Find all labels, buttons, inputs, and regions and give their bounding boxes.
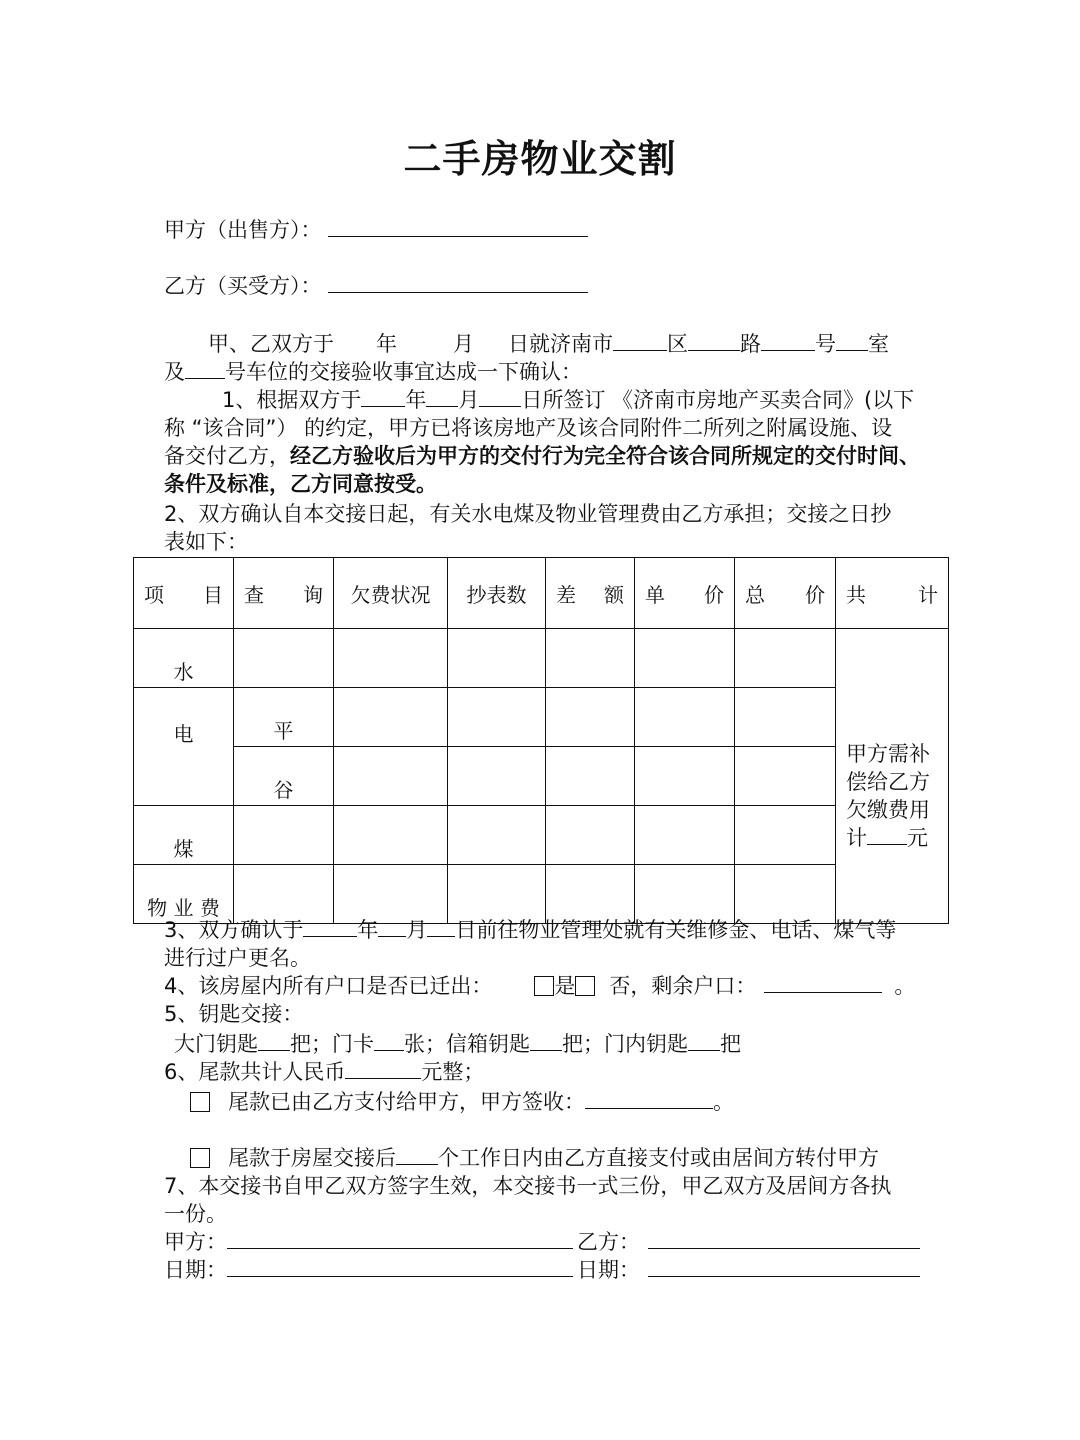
- number-blank[interactable]: [761, 330, 815, 351]
- district-blank[interactable]: [613, 330, 667, 351]
- intro-line-2: 及 号车位的交接验收事宜达成一下确认：: [164, 360, 582, 384]
- table-cell[interactable]: [635, 806, 735, 865]
- table-cell[interactable]: [546, 747, 635, 806]
- table-cell[interactable]: [334, 629, 448, 688]
- table-cell[interactable]: [334, 688, 448, 747]
- table-cell[interactable]: [635, 688, 735, 747]
- road-blank[interactable]: [688, 330, 740, 351]
- table-cell[interactable]: [448, 629, 546, 688]
- item2-line-2: 表如下：: [164, 530, 248, 554]
- table-cell[interactable]: [234, 806, 334, 865]
- table-cell[interactable]: [735, 747, 836, 806]
- item4-line: 4、该房屋内所有户口是否已迁出： 是 否，剩余户口： 。: [164, 974, 916, 998]
- gate-key-count-blank[interactable]: [258, 1030, 290, 1051]
- item1-line-4: 条件及标准，乙方同意按受。: [164, 472, 437, 496]
- table-row-water: [134, 629, 949, 688]
- party-a-date-field[interactable]: [227, 1256, 573, 1277]
- table-cell[interactable]: [635, 747, 735, 806]
- table-row-gas: [134, 806, 949, 865]
- transfer-month-blank[interactable]: [378, 916, 406, 937]
- parking-blank[interactable]: [185, 358, 225, 379]
- table-cell[interactable]: [546, 865, 635, 924]
- table-cell[interactable]: [234, 629, 334, 688]
- total-amount-blank[interactable]: [867, 824, 907, 845]
- table-cell[interactable]: [735, 806, 836, 865]
- table-cell[interactable]: [448, 688, 546, 747]
- date-party-b-row: 日期：: [577, 1256, 920, 1284]
- item5-title: 5、钥匙交接：: [164, 1002, 304, 1026]
- table-cell[interactable]: [635, 629, 735, 688]
- item5-keys-line: 大门钥匙 把；门卡 张；信箱钥匙 把；门内钥匙 把: [174, 1032, 741, 1056]
- table-cell[interactable]: [546, 629, 635, 688]
- meter-table: [133, 557, 949, 924]
- row-label-valley: 谷: [234, 747, 334, 806]
- table-row-property-fee: [134, 865, 949, 924]
- table-cell[interactable]: [234, 865, 334, 924]
- header-unit-price: 单 价: [635, 558, 735, 629]
- inner-door-key-count-blank[interactable]: [688, 1030, 720, 1051]
- working-days-blank[interactable]: [396, 1144, 438, 1165]
- table-cell[interactable]: [735, 865, 836, 924]
- item1-line-3: 备交付乙方，经乙方验收后为甲方的交付行为完全符合该合同所规定的交付时间、: [164, 444, 920, 468]
- header-reading: 抄表数: [448, 558, 546, 629]
- household-moved-yes-checkbox[interactable]: [534, 976, 554, 996]
- party-b-signature-field[interactable]: [648, 1228, 920, 1249]
- item3-line-2: 进行过户更名。: [164, 946, 311, 970]
- intro-line-1: 甲、乙双方于 年 月 日就济南市 区 路 号 室: [208, 332, 889, 356]
- header-total-price: 总 价: [735, 558, 836, 629]
- table-cell[interactable]: [334, 747, 448, 806]
- document-title: 二手房物业交割: [403, 137, 677, 181]
- item1-line-2: 称 “该合同”） 的约定，甲方已将该房地产及该合同附件二所列之附属设施、设: [164, 416, 893, 440]
- party-a-signature-field[interactable]: [227, 1228, 573, 1249]
- party-b-label: 乙方（买受方）：: [164, 274, 322, 298]
- table-row-electric-valley: [134, 747, 949, 806]
- table-cell[interactable]: [735, 688, 836, 747]
- row-label-gas: 煤: [134, 806, 234, 865]
- header-query: 查 询: [234, 558, 334, 629]
- table-cell[interactable]: [448, 747, 546, 806]
- item6-line: 6、尾款共计人民币 元整；: [164, 1060, 485, 1084]
- table-header-row: [134, 558, 949, 629]
- room-blank[interactable]: [836, 330, 868, 351]
- header-item: 项 目: [134, 558, 234, 629]
- item1-line-1: 1、根据双方于 年 月 日所签订 《济南市房地产买卖合同》(以下: [222, 388, 915, 412]
- table-row-electric-peak: [134, 688, 949, 747]
- item6-option-paid: 尾款已由乙方支付给甲方，甲方签收： 。: [190, 1088, 734, 1116]
- balance-deferred-checkbox[interactable]: [190, 1148, 210, 1168]
- remaining-household-blank[interactable]: [764, 972, 882, 993]
- party-b-row: [164, 272, 588, 300]
- table-cell[interactable]: [546, 688, 635, 747]
- contract-day-blank[interactable]: [479, 386, 521, 407]
- party-a-blank[interactable]: [328, 216, 588, 237]
- table-cell[interactable]: [448, 865, 546, 924]
- total-summary-cell: 甲方需补 偿给乙方 欠缴费用 计 元: [836, 629, 949, 924]
- balance-amount-blank[interactable]: [345, 1058, 421, 1079]
- item2-line-1: 2、双方确认自本交接日起，有关水电煤及物业管理费由乙方承担；交接之日抄: [164, 502, 892, 526]
- item3-line-1: 3、双方确认于 年 月 日前往物业管理处就有关维修金、电话、煤气等: [164, 918, 897, 942]
- header-sum: 共 计: [836, 558, 949, 629]
- row-label-electric: 电: [134, 688, 234, 806]
- transfer-day-blank[interactable]: [427, 916, 455, 937]
- signature-party-a-row: 甲方：: [164, 1228, 573, 1256]
- row-label-peak: 平: [234, 688, 334, 747]
- table-cell[interactable]: [448, 806, 546, 865]
- seller-receipt-signature-blank[interactable]: [585, 1088, 713, 1109]
- table-cell[interactable]: [635, 865, 735, 924]
- item7-line-2: 一份。: [164, 1202, 227, 1226]
- table-cell[interactable]: [735, 629, 836, 688]
- door-card-count-blank[interactable]: [374, 1030, 404, 1051]
- party-b-date-field[interactable]: [648, 1256, 920, 1277]
- date-party-a-row: 日期：: [164, 1256, 573, 1284]
- table-cell[interactable]: [546, 806, 635, 865]
- header-arrears: 欠费状况: [334, 558, 448, 629]
- contract-month-blank[interactable]: [426, 386, 458, 407]
- signature-party-b-row: 乙方：: [577, 1228, 920, 1256]
- household-moved-no-checkbox[interactable]: [575, 976, 595, 996]
- item7-line-1: 7、本交接书自甲乙双方签字生效，本交接书一式三份，甲乙双方及居间方各执: [164, 1174, 892, 1198]
- mailbox-key-count-blank[interactable]: [530, 1030, 562, 1051]
- contract-year-blank[interactable]: [361, 386, 405, 407]
- item6-option-deferred: 尾款于房屋交接后 个工作日内由乙方直接支付或由居间方转付甲方: [190, 1144, 879, 1172]
- row-label-water: 水: [134, 629, 234, 688]
- header-difference: 差 额: [546, 558, 635, 629]
- balance-paid-checkbox[interactable]: [190, 1092, 210, 1112]
- party-a-row: [164, 216, 588, 244]
- transfer-year-blank[interactable]: [303, 916, 357, 937]
- party-a-label: 甲方（出售方）：: [164, 218, 322, 242]
- party-b-blank[interactable]: [328, 272, 588, 293]
- table-cell[interactable]: [334, 865, 448, 924]
- table-cell[interactable]: [334, 806, 448, 865]
- row-label-property-fee: 物 业 费: [134, 865, 234, 924]
